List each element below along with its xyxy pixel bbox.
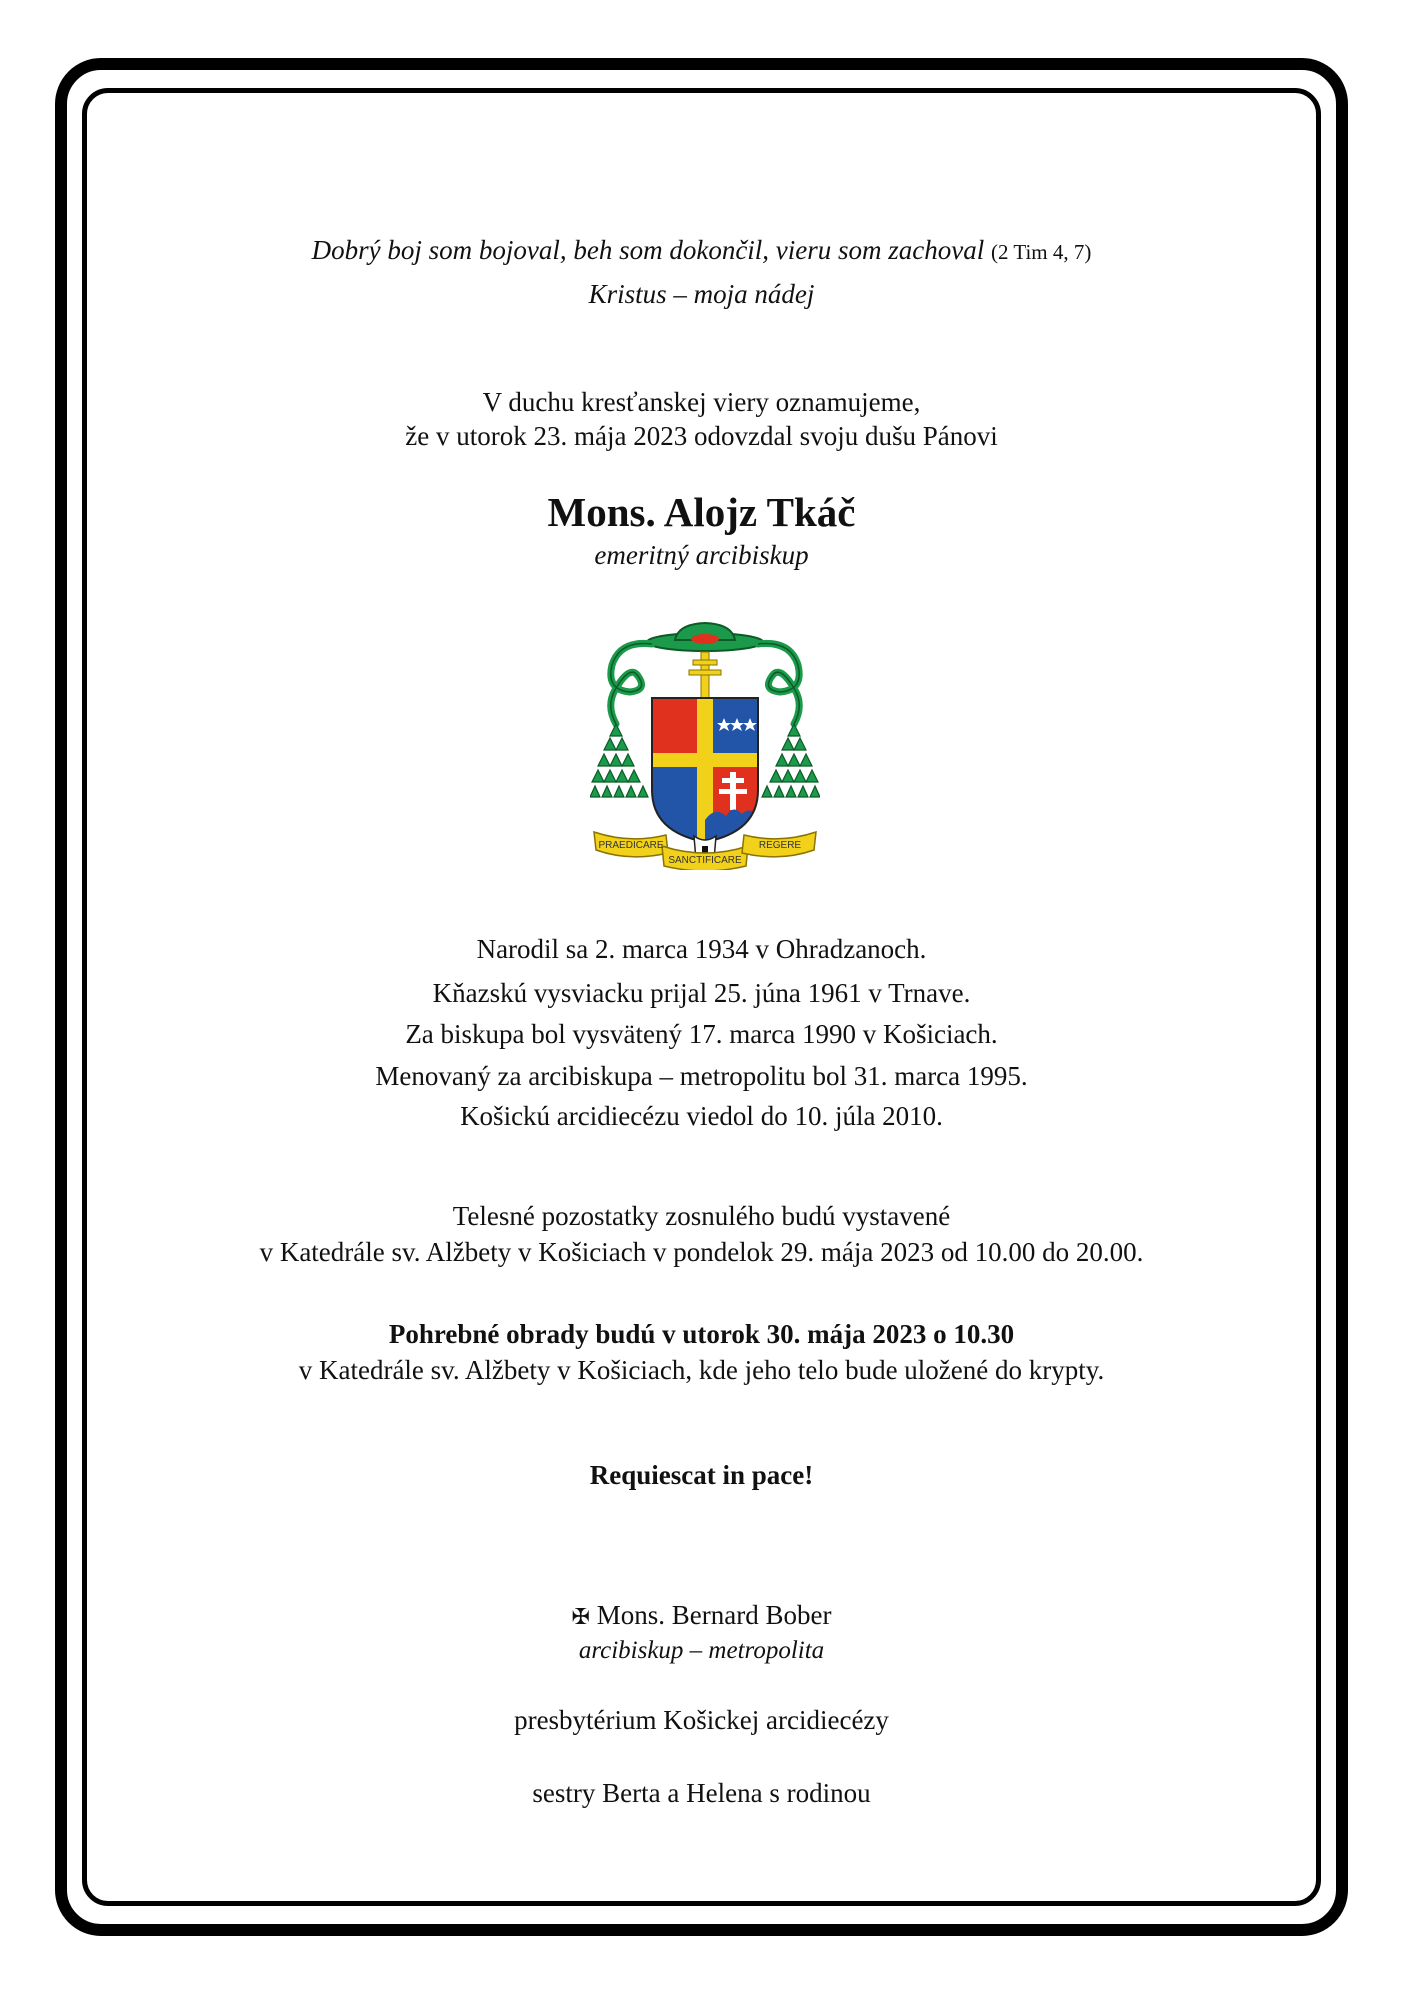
banner-left-text: PRAEDICARE (598, 840, 664, 851)
coat-of-arms (590, 620, 820, 870)
bio-line-5: Košickú arcidiecézu viedol do 10. júla 2010. (460, 1101, 943, 1131)
banner-center-text: SANCTIFICARE (668, 855, 742, 866)
archbishop-title: arcibiskup – metropolita (578, 1637, 825, 1664)
galero-hat-icon (647, 623, 763, 651)
archbishop-signature (82, 1597, 1321, 1635)
archiepiscopal-cross-icon (689, 652, 721, 698)
bible-quote-reference: (2 Tim 4, 7) (991, 240, 1092, 264)
bio-line-4: Menovaný za arcibiskupa – metropolitu bol 31. marca 1995. (375, 1061, 1028, 1091)
announcement-line-1: V duchu kresťanskej viery oznamujeme, (482, 387, 921, 417)
funeral-line-1: Pohrebné obrady budú v utorok 30. mája 2023 o 10.30 (388, 1319, 1015, 1349)
cross-icon: ✠ (571, 1604, 590, 1629)
presbytery-line: presbytérium Košickej arcidiecézy (514, 1705, 889, 1735)
announcement-line-2: že v utorok 23. mája 2023 odovzdal svoju dušu Pánovi (405, 421, 998, 451)
viewing-line-1: Telesné pozostatky zosnulého budú vystavené (452, 1201, 951, 1231)
funeral-line-2: v Katedrále sv. Alžbety v Košiciach, kde jeho telo bude uložené do krypty. (298, 1355, 1105, 1385)
motto: Kristus – moja nádej (588, 279, 815, 309)
tassels-left-icon (590, 724, 648, 797)
closing-line: Requiescat in pace! (589, 1460, 814, 1490)
viewing-line-2: v Katedrále sv. Alžbety v Košiciach v pondelok 29. mája 2023 od 10.00 do 20.00. (259, 1237, 1144, 1267)
bio-line-3: Za biskupa bol vysvätený 17. marca 1990 v Košiciach. (405, 1019, 998, 1049)
bible-quote (82, 232, 1321, 270)
shield-icon (652, 698, 758, 850)
family-line: sestry Berta a Helena s rodinou (532, 1778, 871, 1808)
bible-quote-text: Dobrý boj som bojoval, beh som dokončil, vieru som zachoval (311, 235, 985, 265)
banner-right-text: REGERE (758, 840, 802, 851)
archbishop-name: Mons. Bernard Bober (596, 1600, 832, 1630)
bio-line-1: Narodil sa 2. marca 1934 v Ohradzanoch. (476, 934, 927, 964)
deceased-title: emeritný arcibiskup (594, 540, 809, 570)
bio-line-2: Kňazskú vysviacku prijal 25. júna 1961 v Trnave. (432, 978, 971, 1008)
deceased-name: Mons. Alojz Tkáč (547, 489, 856, 535)
tassels-right-icon (762, 724, 820, 797)
